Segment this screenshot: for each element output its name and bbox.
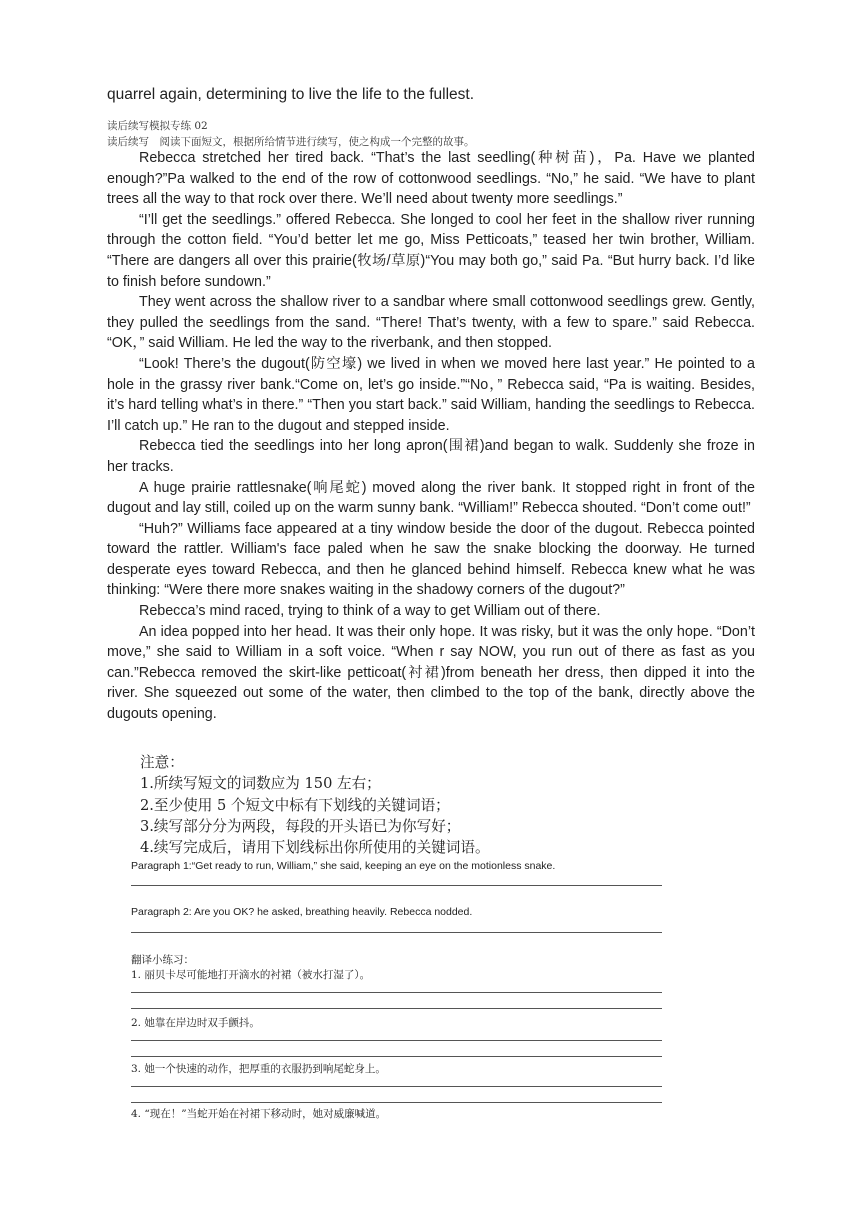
answer-line[interactable]	[131, 1102, 662, 1103]
translation-item: 3. 她一个快速的动作，把厚重的衣服扔到响尾蛇身上。	[131, 1063, 386, 1075]
answer-line[interactable]	[131, 1008, 662, 1009]
translation-item: 2. 她靠在岸边时双手颤抖。	[131, 1017, 260, 1029]
answer-line[interactable]	[131, 1056, 662, 1057]
answer-line[interactable]	[131, 885, 662, 886]
section-title: 读后续写模拟专练 02	[107, 120, 208, 132]
note-item: 4.续写完成后，请用下划线标出你所使用的关键词语。	[140, 839, 490, 857]
instructions: 读后续写 阅读下面短文，根据所给情节进行续写，使之构成一个完整的故事。	[107, 136, 475, 148]
paragraph-2-prompt: Paragraph 2: Are you OK? he asked, breathing heavily. Rebecca nodded.	[131, 906, 473, 918]
story-paragraph: A huge prairie rattlesnake(响尾蛇) moved along the river bank. It stopped right in front of the dugout and lay still, coiled up on the warm sunny bank. “William!” Rebecca shouted. “Don’t come out!”	[107, 479, 755, 517]
story-paragraph: Rebecca’s mind raced, trying to think of a way to get William out of there.	[139, 603, 601, 620]
translation-title: 翻译小练习：	[131, 954, 194, 966]
story-paragraph: Rebecca stretched her tired back. “That’s the last seedling(种树苗)，Pa. Have we planted enough?”Pa walked to the end of the row of cottonwood seedlings. “No,” he said. “We have to plant trees all the way to that rock over there. We’ll need about twenty more seedlings.”	[107, 150, 755, 208]
answer-line[interactable]	[131, 1040, 662, 1041]
translation-item: 4. “现在！”当蛇开始在衬裙下移动时，她对威廉喊道。	[131, 1108, 387, 1120]
answer-line[interactable]	[131, 932, 662, 933]
carryover-line: quarrel again, determining to live the life to the fullest.	[107, 86, 475, 103]
note-item: 2.至少使用 5 个短文中标有下划线的关键词语；	[140, 796, 450, 814]
story-text	[107, 148, 755, 725]
notes-block	[140, 752, 490, 858]
story-paragraph: Rebecca tied the seedlings into her long apron(围裙)and began to walk. Suddenly she froze in her tracks.	[107, 438, 755, 475]
translation-item: 1. 丽贝卡尽可能地打开滴水的衬裙（被水打湿了）。	[131, 969, 371, 981]
story-paragraph: “Huh?” Williams face appeared at a tiny window beside the door of the dugout. Rebecca pointed toward the rattler. William's face paled when he saw the snake blocking the doorway. He turned desperate eyes toward Rebecca, and then he glanced behind himself. Rebecca knew what he was thinking: “Were there more snakes waiting in the shadowy corners of the dugout?”	[107, 520, 755, 599]
answer-line[interactable]	[131, 992, 662, 993]
note-item: 1.所续写短文的词数应为 150 左右；	[140, 775, 381, 793]
story-paragraph: “Look! There’s the dugout(防空壕) we lived in when we moved here last year.” He pointed to a hole in the grassy river bank.“Come on, let’s go inside.”“No，” Rebecca said, “Pa is waiting. Besides, it’s hard telling what’s in there.” “Then you start back.” said William, handing the seedlings to Rebecca. I’ll catch up.” He ran to the dugout and stepped inside.	[107, 355, 755, 434]
story-paragraph: They went across the shallow river to a sandbar where small cottonwood seedlings grew. Gently, they pulled the seedlings from the sand. “There! That’s twenty, with a few to spare.” said Rebecca. “OK，” said William. He led the way to the riverbank, and then stopped.	[107, 294, 755, 352]
story-paragraph: “I’ll get the seedlings.” offered Rebecca. She longed to cool her feet in the shallow river running through the cotton field. “You’d better let me go, Miss Petticoats,” teased her twin brother, William. “There are dangers all over this prairie(牧场/草原)“You may both go,” said Pa. “But hurry back. I’d like to finish before sundown.”	[107, 211, 755, 290]
notes-title: 注意：	[140, 754, 184, 771]
paragraph-1-prompt: Paragraph 1:“Get ready to run, William,” she said, keeping an eye on the motionless snake.	[131, 860, 556, 872]
note-item: 3.续写部分分为两段，每段的开头语已为你写好；	[140, 817, 461, 835]
story-paragraph: An idea popped into her head. It was their only hope. It was risky, but it was the only hope. “Don’t move,” she said to William in a soft voice. “When r say NOW, you run out of there as fast as you can.”Rebecca removed the skirt-like petticoat(衬裙)from beneath her dress, then dipped it into the river. She squeezed out some of the water, then climbed to the top of the bank, directly above the dugouts opening.	[107, 623, 755, 723]
answer-line[interactable]	[131, 1086, 662, 1087]
